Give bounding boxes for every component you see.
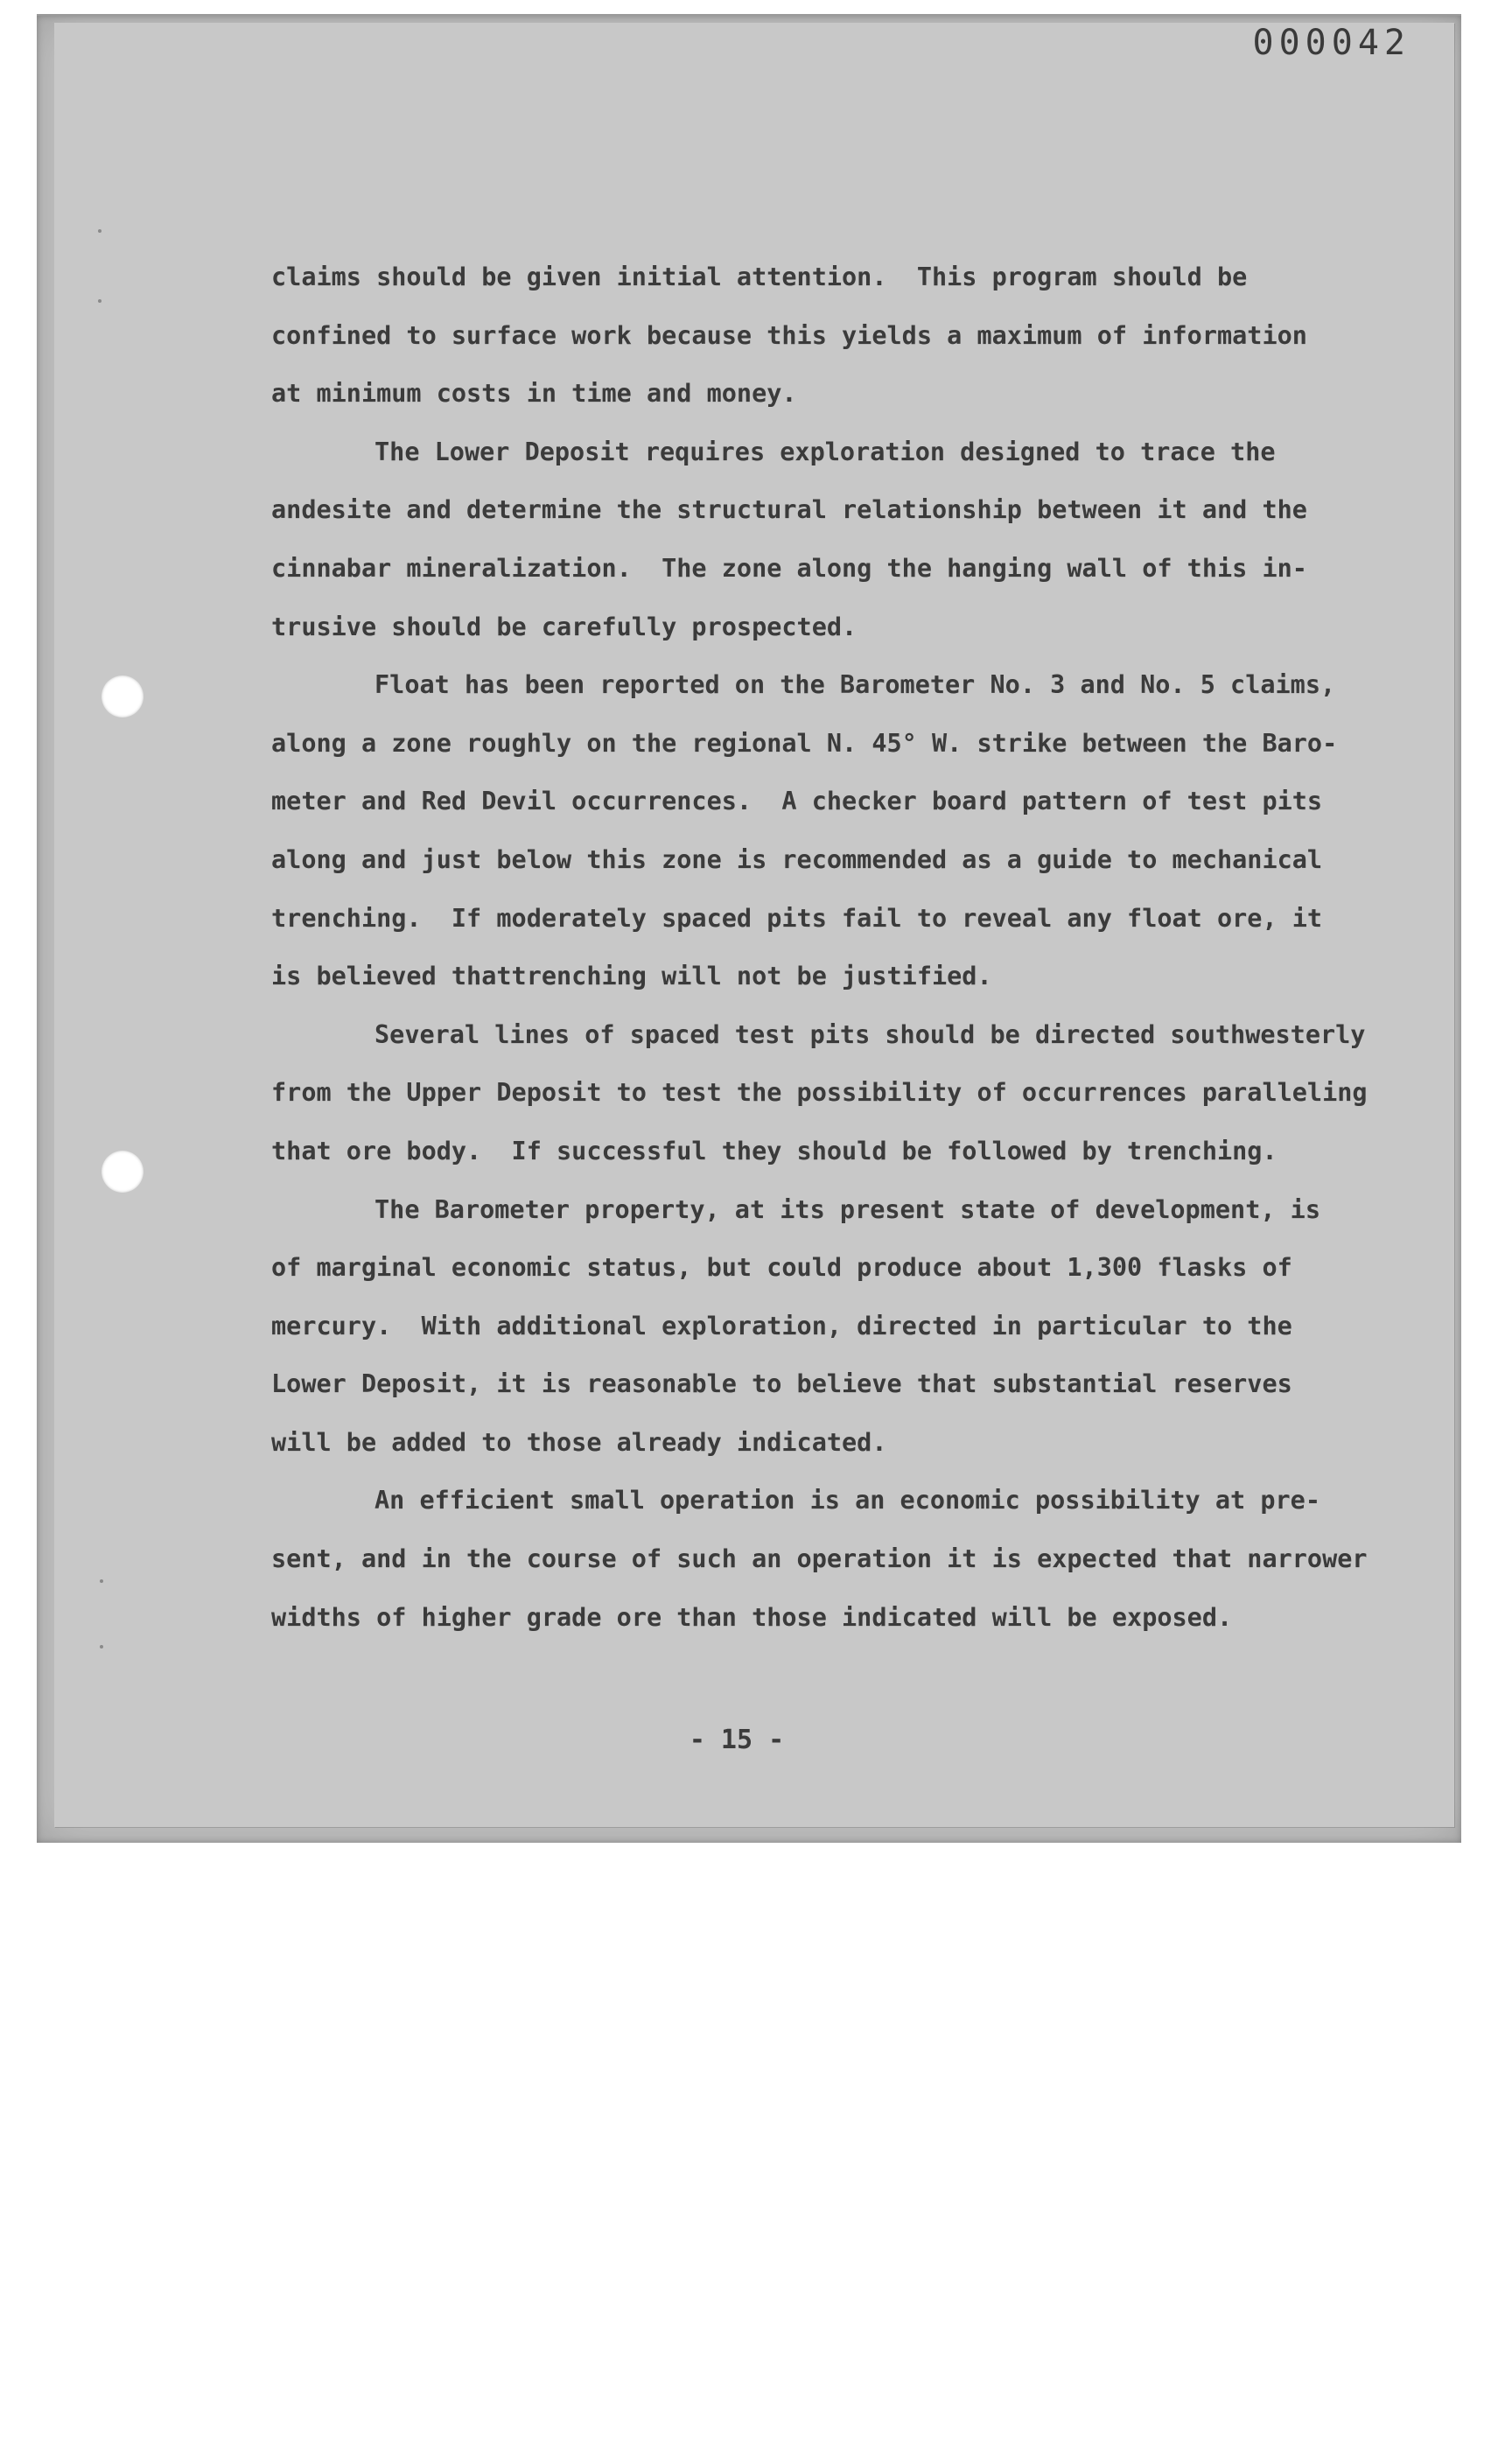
text-line: The Barometer property, at its present state of development, is xyxy=(374,1194,1320,1224)
text-line: Float has been reported on the Barometer No. 3 and No. 5 claims, xyxy=(374,670,1336,700)
text-line: meter and Red Devil occurrences. A checker board pattern of test pits xyxy=(271,787,1323,816)
text-line: that ore body. If successful they should be followed by trenching. xyxy=(271,1136,1278,1166)
text-line: andesite and determine the structural relationship between it and the xyxy=(271,495,1307,525)
text-line: trenching. If moderately spaced pits fail to reveal any float ore, it xyxy=(271,903,1323,933)
text-line: Several lines of spaced test pits should be directed southwesterly xyxy=(374,1019,1366,1049)
scan-speck xyxy=(98,299,102,303)
document-id-stamp: 000042 xyxy=(1252,23,1410,63)
text-line: claims should be given initial attention. This program should be xyxy=(271,262,1248,291)
text-line: sent, and in the course of such an operation it is expected that narrower xyxy=(271,1544,1368,1574)
text-line: along a zone roughly on the regional N. 45° W. strike between the Baro- xyxy=(271,728,1338,758)
text-line: trusive should be carefully prospected. xyxy=(271,612,858,641)
text-line: The Lower Deposit requires exploration designed to trace the xyxy=(374,437,1276,466)
punch-hole xyxy=(102,1151,144,1193)
text-line: mercury. With additional exploration, directed in particular to the xyxy=(271,1311,1292,1340)
text-line: will be added to those already indicated. xyxy=(271,1427,887,1457)
punch-hole xyxy=(102,676,144,718)
text-line: is believed thattrenching will not be justified. xyxy=(271,962,992,991)
text-line: at minimum costs in time and money. xyxy=(271,379,797,409)
text-line: widths of higher grade ore than those indicated will be exposed. xyxy=(271,1602,1233,1632)
text-line: of marginal economic status, but could produce about 1,300 flasks of xyxy=(271,1253,1292,1283)
page-number: - 15 - xyxy=(689,1725,785,1755)
document-page xyxy=(54,23,1454,1827)
scan-speck xyxy=(100,1645,103,1648)
text-line: An efficient small operation is an economic possibility at pre- xyxy=(374,1486,1320,1516)
scan-speck xyxy=(100,1579,103,1583)
text-line: along and just below this zone is recommended as a guide to mechanical xyxy=(271,844,1323,874)
body-text xyxy=(271,248,1409,1647)
text-line: confined to surface work because this yields a maximum of information xyxy=(271,320,1307,350)
text-line: from the Upper Deposit to test the possibility of occurrences paralleling xyxy=(271,1078,1368,1108)
text-line: cinnabar mineralization. The zone along the hanging wall of this in- xyxy=(271,553,1307,583)
scan-speck xyxy=(98,229,102,233)
text-line: Lower Deposit, it is reasonable to believe that substantial reserves xyxy=(271,1369,1292,1399)
